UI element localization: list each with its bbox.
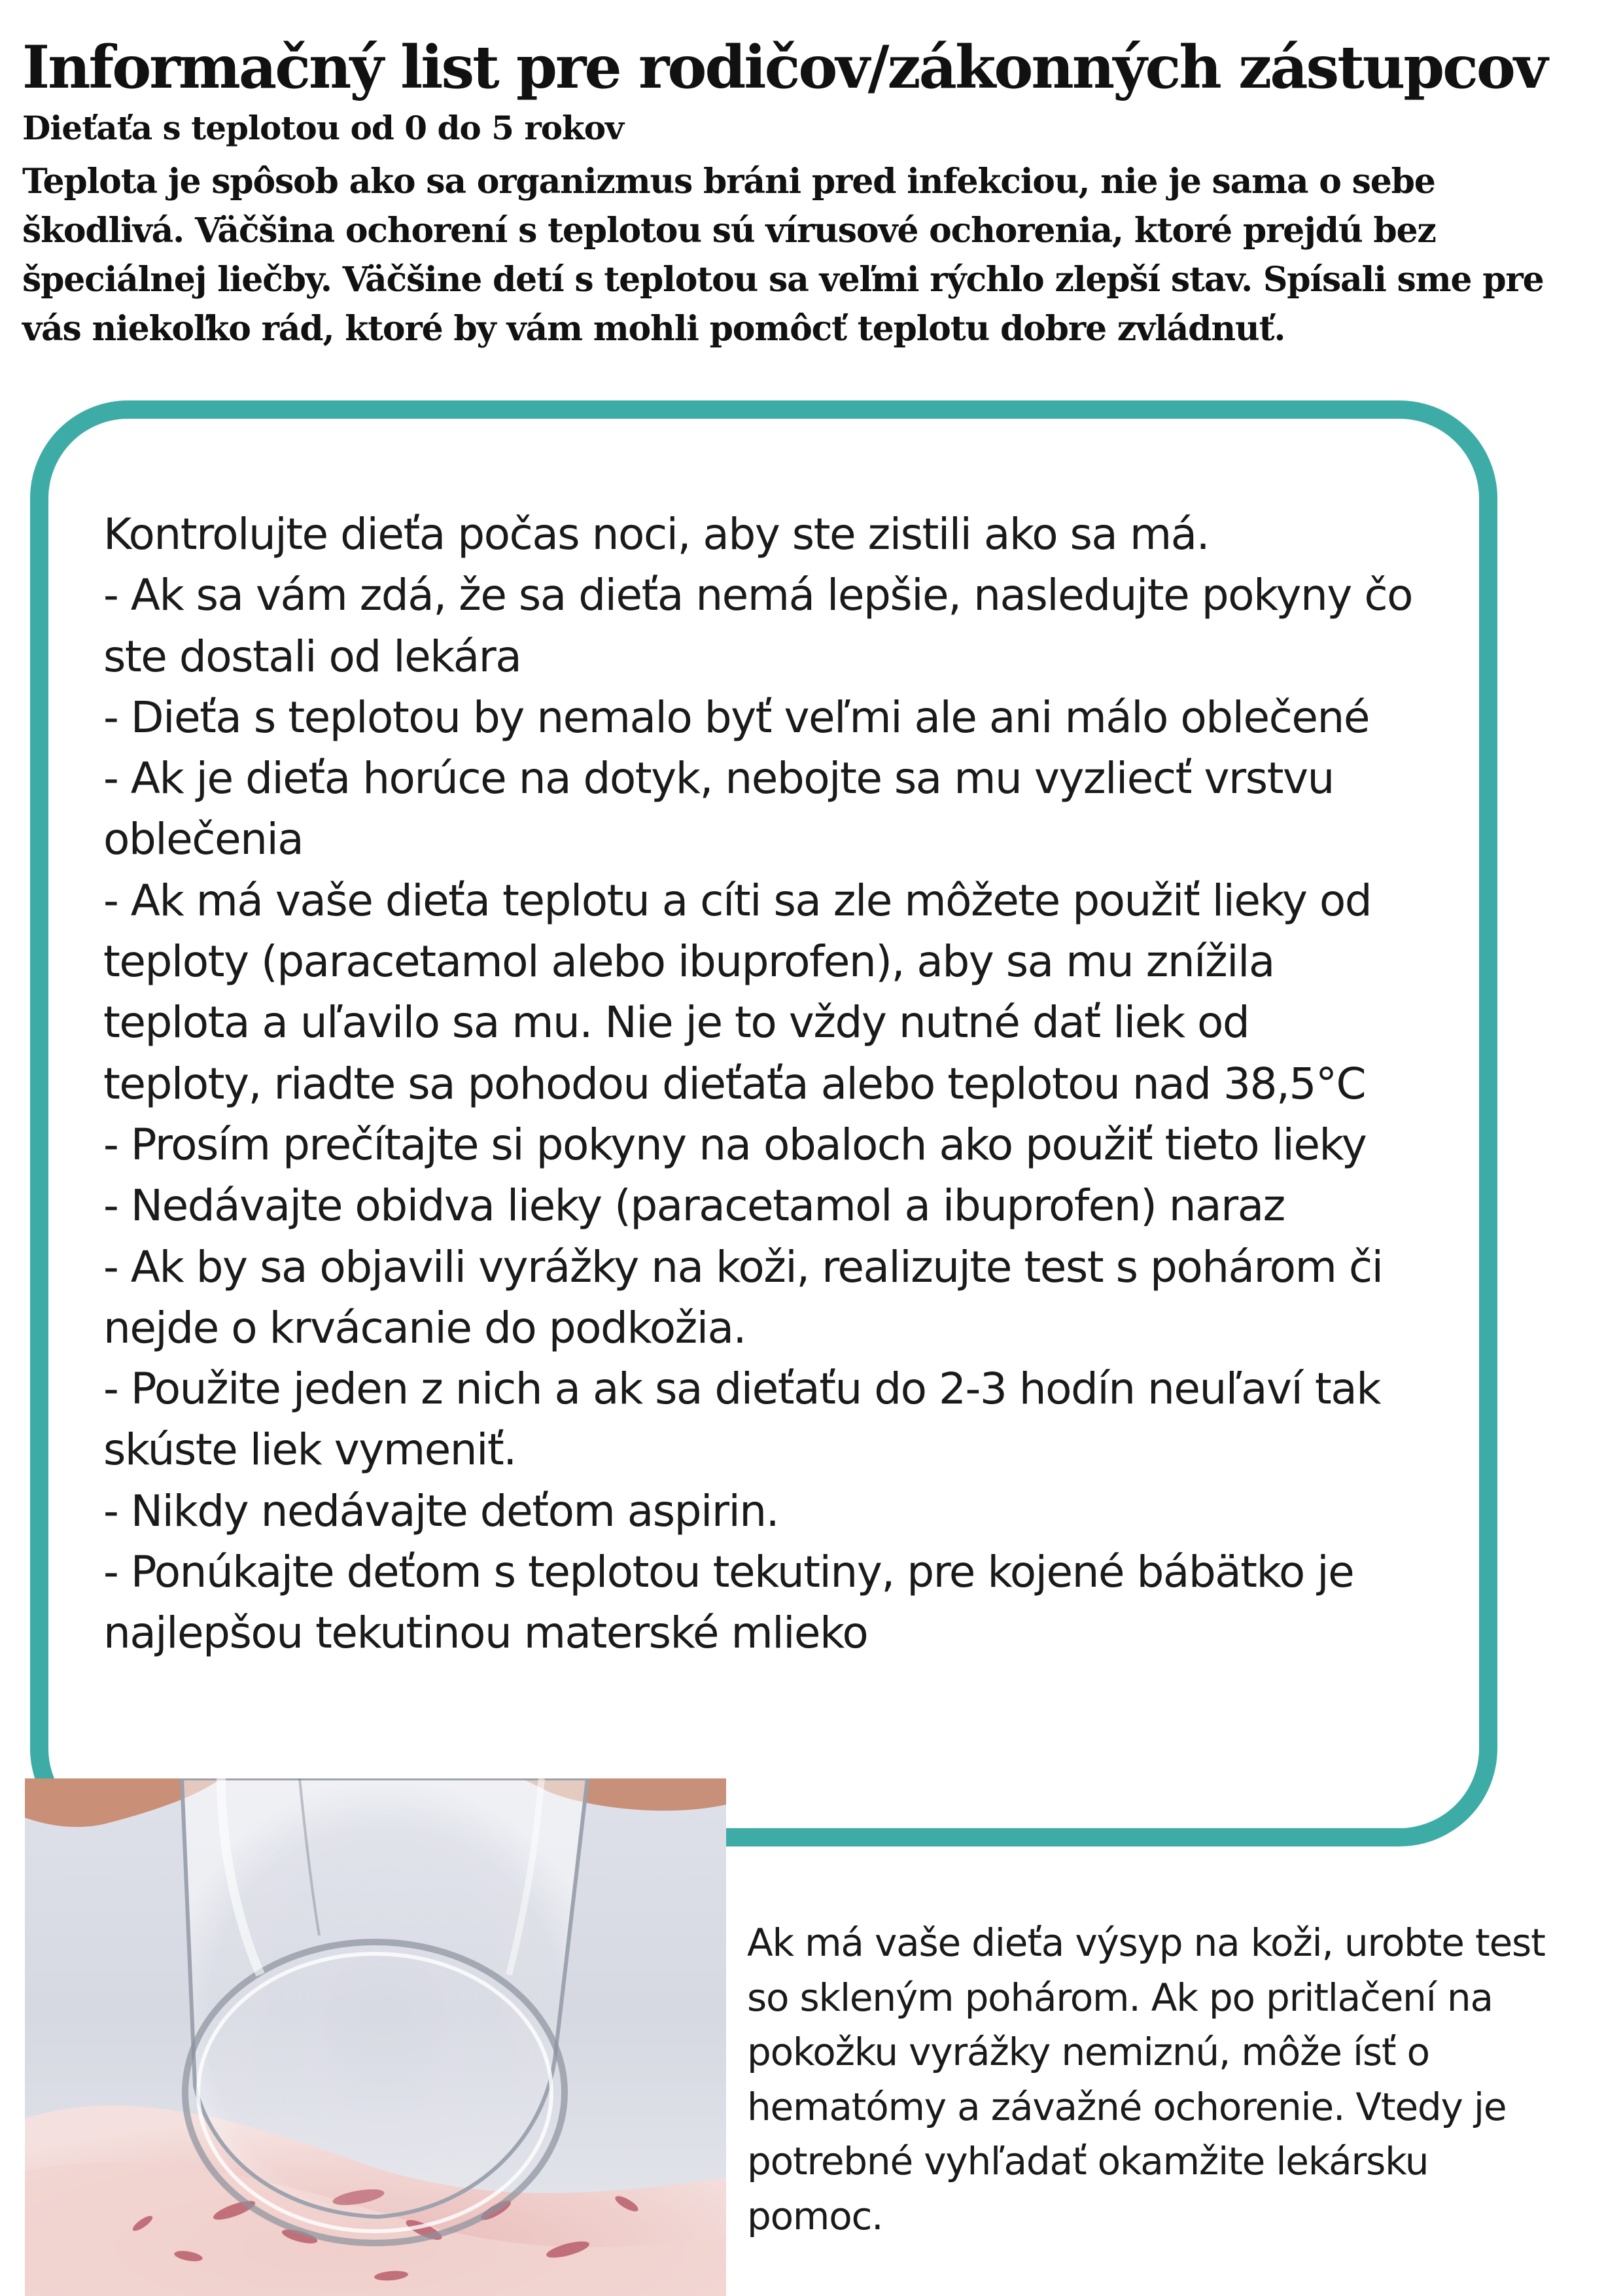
advice-line: - Ponúkajte deťom s teplotou tekutiny, pre kojené bábätko je [103,1547,1354,1598]
advice-line: teploty, riadte sa pohodou dieťaťa alebo teplotou nad 38,5°C [103,1058,1366,1109]
instruction-line: so skleným pohárom. Ak po pritlačení na [747,1975,1493,2020]
instruction-line: hematómy a závažné ochorenie. Vtedy je [747,2084,1507,2129]
advice-line: oblečenia [103,814,304,865]
glass-test-photo [25,1778,726,2296]
advice-line: - Prosím prečítajte si pokyny na obaloch ako použiť tieto lieky [103,1119,1367,1170]
advice-line: teploty (paracetamol alebo ibuprofen), aby sa mu znížila [103,936,1274,987]
advice-line: - Nikdy nedávajte deťom aspirin. [103,1485,779,1536]
instruction-line: pokožku vyrážky nemiznú, môže ísť o [747,2030,1429,2074]
advice-line: teplota a uľavilo sa mu. Nie je to vždy nutné dať liek od [103,997,1249,1048]
glass-test-instructions [747,1916,1611,2244]
advice-line: ste dostali od lekára [103,631,521,682]
intro-paragraph [22,157,1605,353]
advice-list [103,504,1451,1664]
advice-line: - Nedávajte obidva lieky (paracetamol a ibuprofen) naraz [103,1180,1285,1231]
advice-line: - Použite jeden z nich a ak sa dieťaťu do 2-3 hodín neuľaví tak [103,1364,1380,1415]
instruction-line: pomoc. [747,2193,883,2238]
intro-line: Teplota je spôsob ako sa organizmus bráni pred infekciou, nie je sama o sebe [22,162,1435,202]
advice-line: - Ak sa vám zdá, že sa dieťa nemá lepšie, nasledujte pokyny čo [103,570,1412,621]
intro-line: špeciálnej liečby. Väčšine detí s teplotou sa veľmi rýchlo zlepší stav. Spísali sme pre [22,260,1544,300]
intro-line: škodlivá. Väčšina ochorení s teplotou sú vírusové ochorenia, ktoré prejdú bez [22,211,1436,251]
advice-line: - Ak by sa objavili vyrážky na koži, realizujte test s pohárom či [103,1241,1383,1292]
advice-line: Kontrolujte dieťa počas noci, aby ste zistili ako sa má. [103,509,1210,559]
glass-on-rash-illustration [25,1778,726,2296]
advice-line: skúste liek vymeniť. [103,1424,516,1475]
instruction-line: potrebné vyhľadať okamžite lekársku [747,2139,1429,2183]
intro-line: vás niekoľko rád, ktoré by vám mohli pomôcť teplotu dobre zvládnuť. [22,309,1285,349]
page-subtitle: Dieťaťa s teplotou od 0 do 5 rokov [22,109,624,147]
advice-line: - Dieťa s teplotou by nemalo byť veľmi ale ani málo oblečené [103,692,1369,743]
advice-line: najlepšou tekutinou materské mlieko [103,1608,868,1659]
advice-line: nejde o krvácanie do podkožia. [103,1302,746,1353]
advice-line: - Ak má vaše dieťa teplotu a cíti sa zle môžete použiť lieky od [103,875,1372,926]
advice-line: - Ak je dieťa horúce na dotyk, nebojte sa mu vyzliecť vrstvu [103,753,1334,804]
instruction-line: Ak má vaše dieťa výsyp na koži, urobte test [747,1920,1545,1965]
page-title: Informačný list pre rodičov/zákonných zástupcov [22,33,1546,102]
